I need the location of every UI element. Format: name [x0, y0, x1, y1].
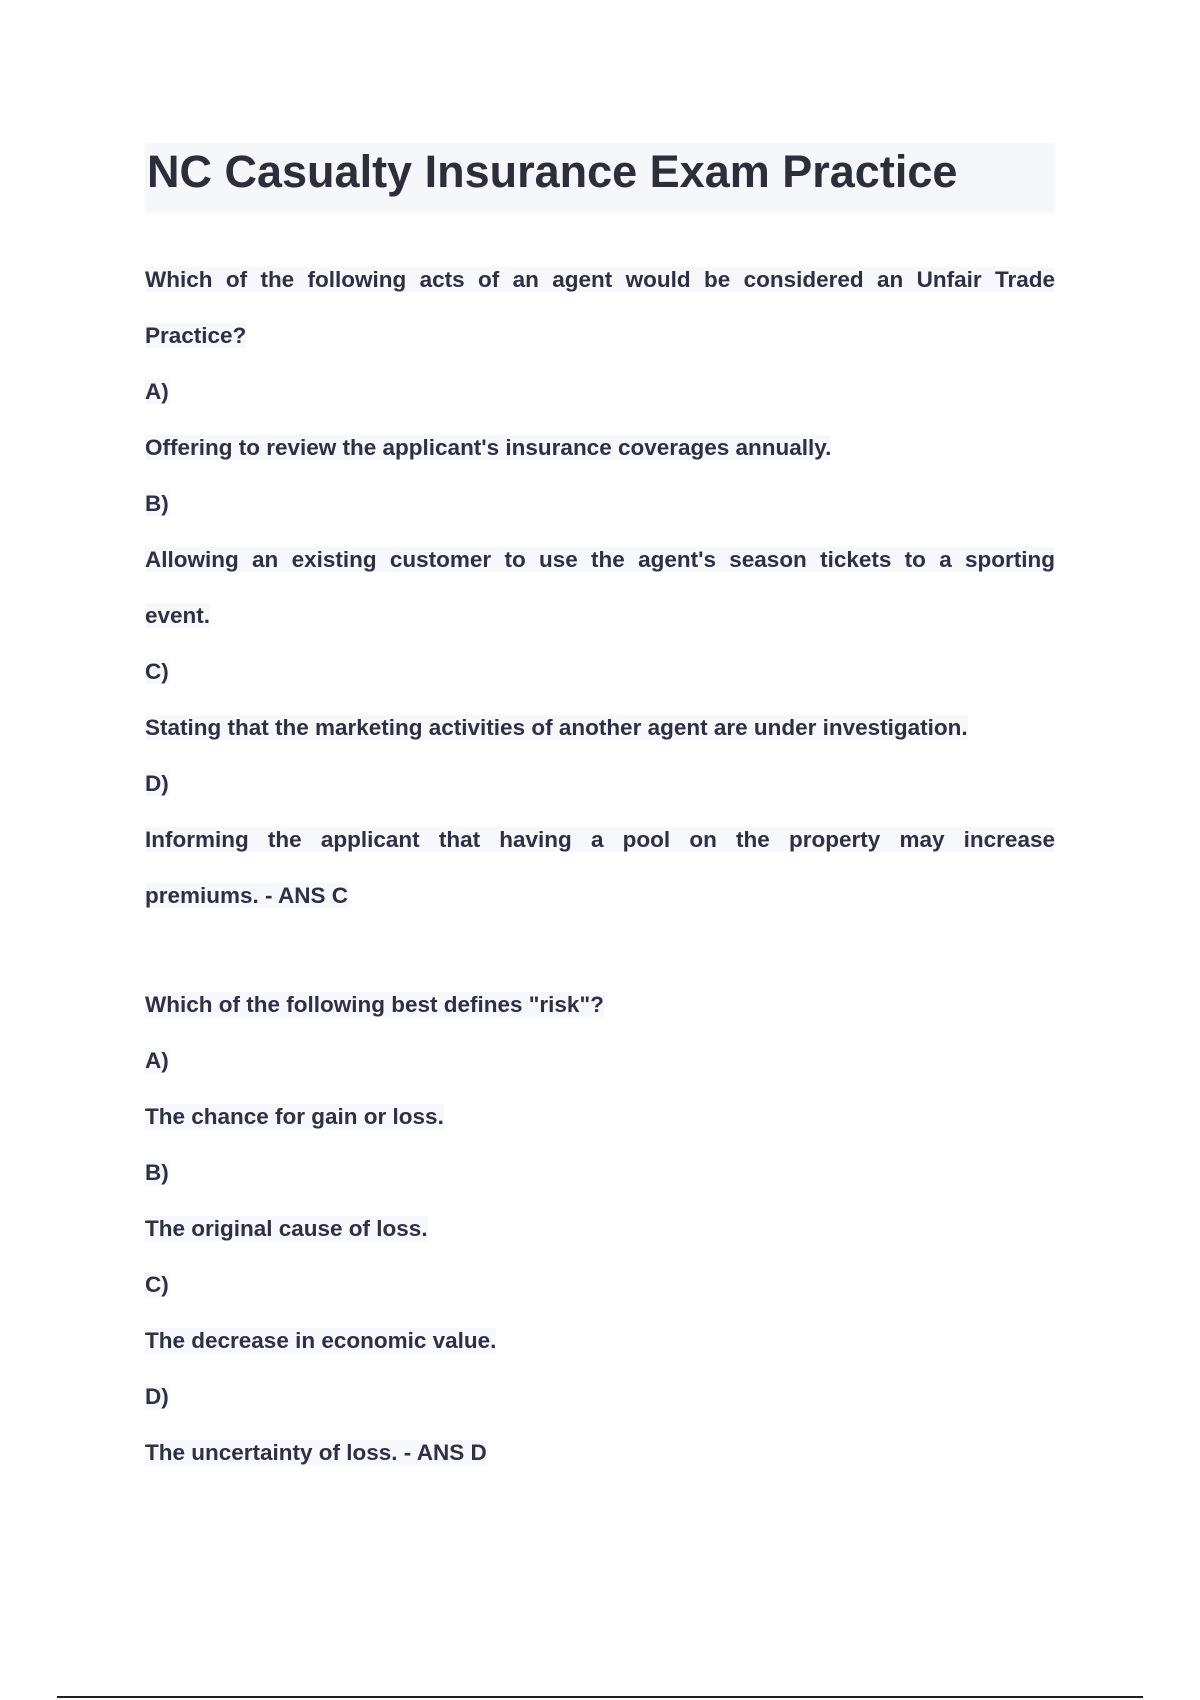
option-letter: A): [145, 1048, 169, 1073]
option-letter: D): [145, 1384, 169, 1409]
page-title: NC Casualty Insurance Exam Practice: [145, 143, 1055, 213]
question-block-1: [145, 252, 1055, 924]
option-text: The chance for gain or loss.: [145, 1104, 444, 1129]
option-text: Offering to review the applicant's insurance coverages annually.: [145, 435, 832, 460]
option-text-with-answer: The uncertainty of loss. - ANS D: [145, 1440, 487, 1465]
option-letter: D): [145, 771, 169, 796]
question-block-2: [145, 977, 1055, 1481]
option-text: event.: [145, 603, 211, 628]
option-letter: A): [145, 379, 169, 404]
option-text: Allowing an existing customer to use the agent's season tickets to a sporting: [145, 547, 1055, 572]
option-text-with-answer: premiums. - ANS C: [145, 883, 348, 908]
option-text: The original cause of loss.: [145, 1216, 428, 1241]
option-letter: B): [145, 1160, 169, 1185]
question-text-line: Which of the following best defines "risk"?: [145, 992, 604, 1017]
option-text: Stating that the marketing activities of another agent are under investigation.: [145, 715, 968, 740]
option-letter: C): [145, 1272, 169, 1297]
question-text-line: Practice?: [145, 323, 247, 348]
option-text: Informing the applicant that having a pool on the property may increase: [145, 827, 1055, 852]
option-text: The decrease in economic value.: [145, 1328, 497, 1353]
option-letter: B): [145, 491, 169, 516]
question-text-line: Which of the following acts of an agent would be considered an Unfair Trade: [145, 267, 1055, 292]
footer-divider: [57, 1696, 1143, 1698]
option-letter: C): [145, 659, 169, 684]
